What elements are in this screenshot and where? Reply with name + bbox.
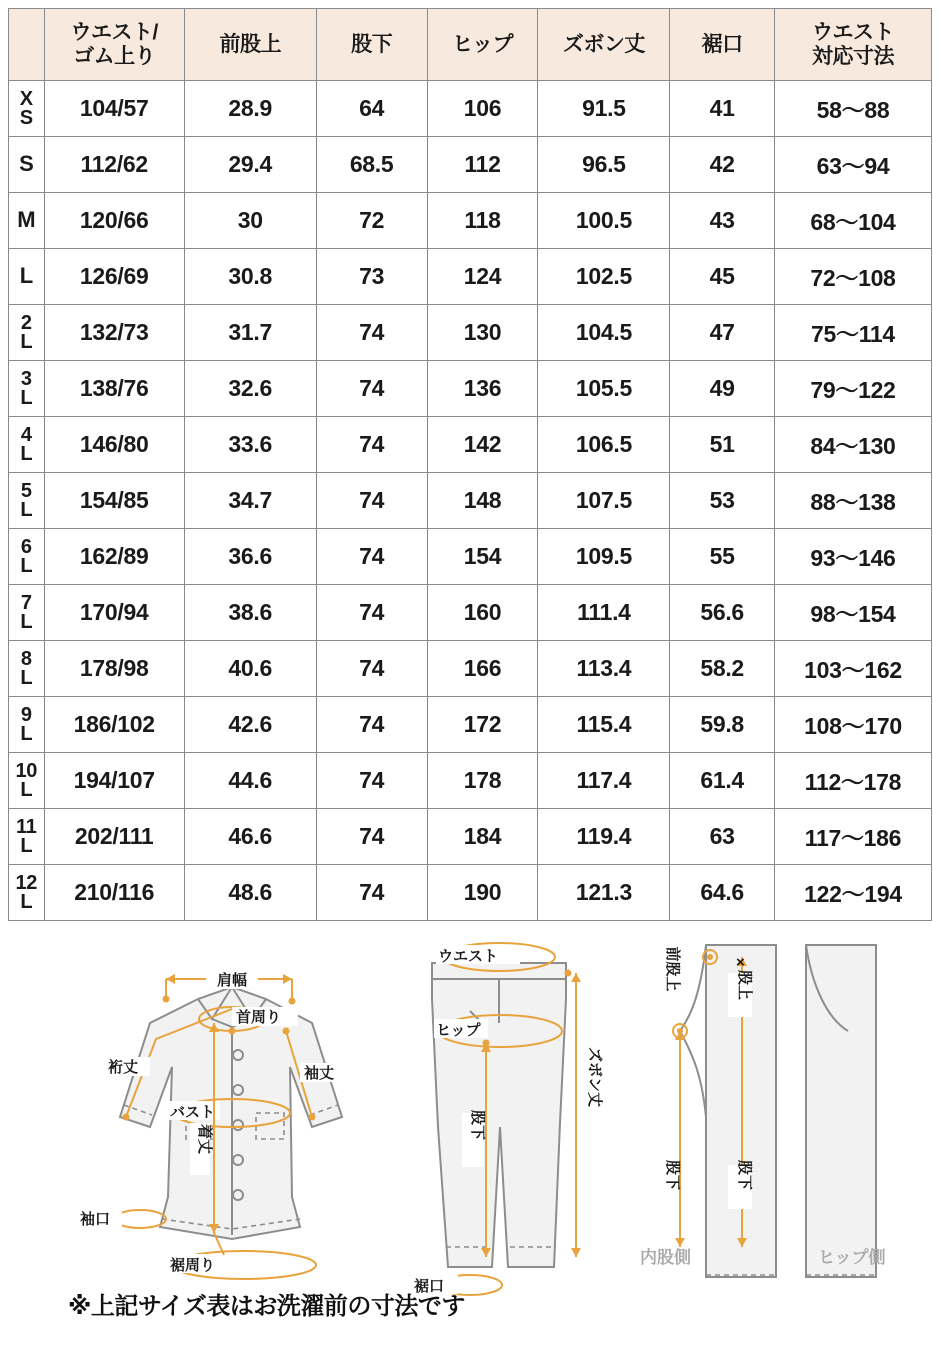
cell-hem: 49 [670,361,775,417]
cell-inseam: 73 [316,249,427,305]
cell-hip: 154 [427,529,538,585]
row-size-bottom: L [20,442,33,465]
cell-hem: 58.2 [670,641,775,697]
cell-hem: 55 [670,529,775,585]
label-inseam: 股下 [469,1109,486,1141]
cell-waist: 146/80 [44,417,184,473]
cell-front-rise: 38.6 [184,585,316,641]
cell-pants-length: 115.4 [538,697,670,753]
header-fit-line2: 対応寸法 [811,44,894,68]
cell-hem: 56.6 [670,585,775,641]
cell-waist: 202/111 [44,809,184,865]
cell-hem: 51 [670,417,775,473]
cell-inseam: 74 [316,697,427,753]
label-pants-hem: 裾口 [414,1278,445,1295]
cell-hem: 43 [670,193,775,249]
cell-waist: 210/116 [44,865,184,921]
cell-hip: 166 [427,641,538,697]
label-cuff: 袖口 [80,1211,111,1228]
cell-pants-length: 107.5 [538,473,670,529]
cell-pants-length: 117.4 [538,753,670,809]
cell-front-rise: 30.8 [184,249,316,305]
row-size-label [9,529,45,585]
cell-hip: 142 [427,417,538,473]
cell-fit: 122〜194 [774,865,931,921]
cell-hip: 112 [427,137,538,193]
cell-waist: 104/57 [44,81,184,137]
cell-waist: 154/85 [44,473,184,529]
label-upper-rise-mark: × [736,954,745,971]
label-lower-rise-right: 股下 [736,1159,753,1191]
jacket-illustration [78,970,350,1279]
cell-inseam: 74 [316,865,427,921]
label-bust: バスト [170,1104,216,1121]
cell-fit: 63〜94 [774,137,931,193]
cell-fit: 68〜104 [774,193,931,249]
cell-pants-length: 119.4 [538,809,670,865]
label-shoulder-width: 肩幅 [216,972,248,989]
cell-hip: 172 [427,697,538,753]
cell-fit: 108〜170 [774,697,931,753]
table-row [9,81,932,137]
cell-hip: 118 [427,193,538,249]
table-header-row [9,9,932,81]
cell-hip: 106 [427,81,538,137]
cell-waist: 178/98 [44,641,184,697]
cell-hip: 148 [427,473,538,529]
header-waist [44,9,184,81]
row-size-top: M [17,207,36,233]
cell-inseam: 74 [316,585,427,641]
cell-inseam: 74 [316,641,427,697]
label-body-length: 着丈 [196,1123,213,1155]
cell-front-rise: 33.6 [184,417,316,473]
label-pants-length: ズボン丈 [586,1046,603,1108]
cell-inseam: 74 [316,473,427,529]
cell-fit: 93〜146 [774,529,931,585]
cell-hem: 61.4 [670,753,775,809]
cell-waist: 170/94 [44,585,184,641]
cell-hem: 41 [670,81,775,137]
table-row [9,697,932,753]
label-hip-side: ヒップ側 [818,1248,886,1267]
table-row [9,865,932,921]
cell-inseam: 74 [316,417,427,473]
cell-hip: 190 [427,865,538,921]
table-row [9,361,932,417]
measurement-diagrams [0,927,940,1327]
table-row [9,137,932,193]
header-fit [774,9,931,81]
row-size-bottom: L [20,610,33,633]
table-row [9,641,932,697]
label-lower-rise-left: 股下 [664,1159,681,1191]
table-row [9,473,932,529]
cell-inseam: 74 [316,361,427,417]
label-pants-waist: ウエスト [438,948,499,965]
header-waist-line1: ウエスト/ [70,20,158,44]
label-inner-side: 内股側 [640,1248,691,1267]
cell-inseam: 74 [316,305,427,361]
cell-front-rise: 31.7 [184,305,316,361]
diagram-svg [0,927,940,1327]
cell-inseam: 74 [316,753,427,809]
row-size-bottom: L [20,778,33,801]
cell-front-rise: 29.4 [184,137,316,193]
cell-pants-length: 106.5 [538,417,670,473]
header-hem: 裾口 [670,9,775,81]
cell-pants-length: 111.4 [538,585,670,641]
row-size-label [9,809,45,865]
cell-hip: 124 [427,249,538,305]
cell-inseam: 74 [316,809,427,865]
cell-inseam: 72 [316,193,427,249]
cell-hip: 184 [427,809,538,865]
cell-waist: 162/89 [44,529,184,585]
cell-waist: 120/66 [44,193,184,249]
row-size-top: 10 [15,759,38,782]
size-table-body [9,81,932,921]
table-row [9,417,932,473]
row-size-bottom: L [20,386,33,409]
row-size-top: X [19,87,33,110]
row-size-label [9,361,45,417]
table-row [9,585,932,641]
row-size-label [9,137,45,193]
cell-fit: 58〜88 [774,81,931,137]
cell-front-rise: 48.6 [184,865,316,921]
cell-front-rise: 36.6 [184,529,316,585]
row-size-bottom: L [20,554,33,577]
cell-pants-length: 104.5 [538,305,670,361]
cell-hip: 160 [427,585,538,641]
cell-hip: 136 [427,361,538,417]
cell-waist: 112/62 [44,137,184,193]
header-waist-line2: ゴム上り [73,44,156,68]
cell-fit: 75〜114 [774,305,931,361]
cell-pants-length: 100.5 [538,193,670,249]
cell-fit: 112〜178 [774,753,931,809]
cell-fit: 79〜122 [774,361,931,417]
cell-inseam: 64 [316,81,427,137]
cell-fit: 88〜138 [774,473,931,529]
cell-inseam: 74 [316,529,427,585]
cell-waist: 126/69 [44,249,184,305]
table-row [9,249,932,305]
row-size-label [9,753,45,809]
cell-pants-length: 121.3 [538,865,670,921]
cell-pants-length: 105.5 [538,361,670,417]
header-front-rise: 前股上 [184,9,316,81]
cell-front-rise: 34.7 [184,473,316,529]
row-size-top: 5 [20,479,32,502]
header-fit-line1: ウエスト [811,20,894,44]
table-row [9,753,932,809]
row-size-top: 6 [20,535,32,558]
cell-waist: 186/102 [44,697,184,753]
cell-hem: 64.6 [670,865,775,921]
row-size-top: S [19,151,34,177]
table-row [9,809,932,865]
row-size-bottom: L [20,498,33,521]
table-row [9,193,932,249]
cell-front-rise: 40.6 [184,641,316,697]
cell-hip: 130 [427,305,538,361]
cell-front-rise: 32.6 [184,361,316,417]
row-size-label [9,865,45,921]
cell-fit: 117〜186 [774,809,931,865]
cell-hem: 42 [670,137,775,193]
cell-front-rise: 30 [184,193,316,249]
cell-fit: 72〜108 [774,249,931,305]
row-size-top: 4 [20,423,32,446]
cell-hem: 59.8 [670,697,775,753]
row-size-top: 9 [20,703,32,726]
header-pants-length: ズボン丈 [538,9,670,81]
table-row [9,529,932,585]
header-inseam: 股下 [316,9,427,81]
row-size-label [9,193,45,249]
row-size-bottom: L [20,890,33,913]
label-front-rise: 前股上 [664,946,681,992]
row-size-bottom: S [19,106,33,129]
cell-hem: 45 [670,249,775,305]
row-size-bottom: L [20,666,33,689]
header-hip: ヒップ [427,9,538,81]
cell-fit: 84〜130 [774,417,931,473]
row-size-label [9,585,45,641]
cell-hem: 53 [670,473,775,529]
row-size-label [9,81,45,137]
pants-illustration [412,943,603,1295]
cell-pants-length: 109.5 [538,529,670,585]
cell-waist: 132/73 [44,305,184,361]
row-size-top: 11 [16,815,37,838]
row-size-top: L [19,263,33,289]
cell-hem: 47 [670,305,775,361]
cell-front-rise: 44.6 [184,753,316,809]
size-table [8,8,932,921]
cell-waist: 194/107 [44,753,184,809]
label-pants-hip: ヒップ [436,1022,481,1039]
size-table-head [9,9,932,81]
label-neck: 首周り [236,1009,282,1026]
header-corner [9,9,45,81]
cell-front-rise: 46.6 [184,809,316,865]
cell-waist: 138/76 [44,361,184,417]
cell-pants-length: 113.4 [538,641,670,697]
row-size-top: 8 [20,647,32,670]
cell-hem: 63 [670,809,775,865]
label-hem-circumference: 裾周り [170,1257,216,1274]
cell-pants-length: 102.5 [538,249,670,305]
row-size-label [9,473,45,529]
label-yuki: 裄丈 [108,1059,139,1076]
cell-front-rise: 42.6 [184,697,316,753]
row-size-bottom: L [20,722,33,745]
cell-pants-length: 91.5 [538,81,670,137]
row-size-top: 12 [15,871,38,894]
cell-inseam: 68.5 [316,137,427,193]
label-sleeve-length: 袖丈 [304,1065,335,1082]
row-size-label [9,305,45,361]
row-size-label [9,417,45,473]
cell-hip: 178 [427,753,538,809]
row-size-label [9,641,45,697]
row-size-top: 7 [20,591,32,614]
row-size-bottom: L [20,834,33,857]
cell-front-rise: 28.9 [184,81,316,137]
row-size-label [9,697,45,753]
label-upper-rise: 股上 [736,969,753,1001]
row-size-label [9,249,45,305]
rise-illustration [640,945,886,1277]
row-size-bottom: L [20,330,33,353]
cell-fit: 98〜154 [774,585,931,641]
row-size-top: 3 [20,367,32,390]
row-size-top: 2 [20,311,32,334]
cell-pants-length: 96.5 [538,137,670,193]
note-text: ※上記サイズ表はお洗濯前の寸法です [68,1293,465,1320]
table-row [9,305,932,361]
cell-fit: 103〜162 [774,641,931,697]
